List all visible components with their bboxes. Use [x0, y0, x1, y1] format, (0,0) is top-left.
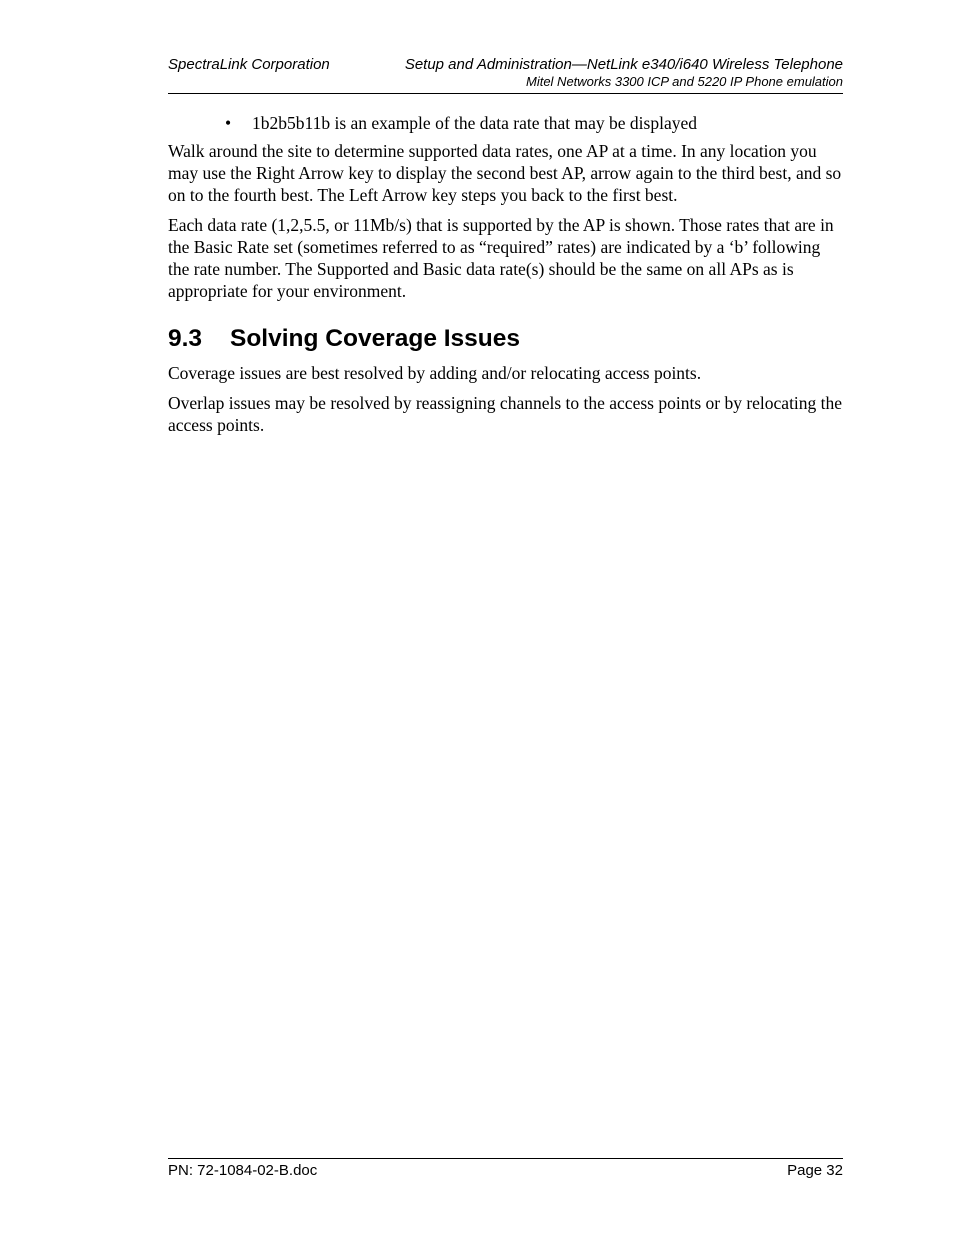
header-title: Setup and Administration—NetLink e340/i640 Wireless Telephone — [404, 56, 843, 73]
header-company: SpectraLink Corporation — [168, 56, 330, 73]
paragraph-data-rates: Each data rate (1,2,5.5, or 11Mb/s) that is supported by the AP is shown. Those rates that are in the Basic Rate set (sometimes referred to as “required” rates) are indicated by a ‘b’ following the rate number. The Supported and Basic data rate(s) should be the same on all APs as is appropriate for your environment. — [168, 215, 834, 301]
bullet-text: 1b2b5b11b is an example of the data rate that may be displayed — [252, 113, 697, 133]
paragraph-walk-around: Walk around the site to determine supported data rates, one AP at a time. In any location you may use the Right Arrow key to display the second best AP, arrow again to the third best, and so on to the fourth best. The Left Arrow key steps you back to the first best. — [168, 141, 842, 205]
section-heading — [168, 324, 843, 354]
section-number: 9.3 — [168, 325, 203, 352]
bullet-icon: • — [225, 113, 232, 133]
bullet-item — [168, 112, 843, 134]
paragraph-coverage: Coverage issues are best resolved by adding and/or relocating access points. — [168, 363, 702, 383]
header-subtitle: Mitel Networks 3300 ICP and 5220 IP Phone emulation — [526, 74, 843, 89]
page-footer — [168, 1158, 843, 1179]
footer-document-number: PN: 72-1084-02-B.doc — [168, 1162, 318, 1179]
page-header — [168, 55, 843, 94]
page-content — [168, 112, 843, 444]
paragraph-overlap: Overlap issues may be resolved by reassigning channels to the access points or by relocating the access points. — [168, 393, 843, 435]
footer-page-number: Page 32 — [787, 1162, 843, 1179]
section-title: Solving Coverage Issues — [230, 325, 521, 352]
